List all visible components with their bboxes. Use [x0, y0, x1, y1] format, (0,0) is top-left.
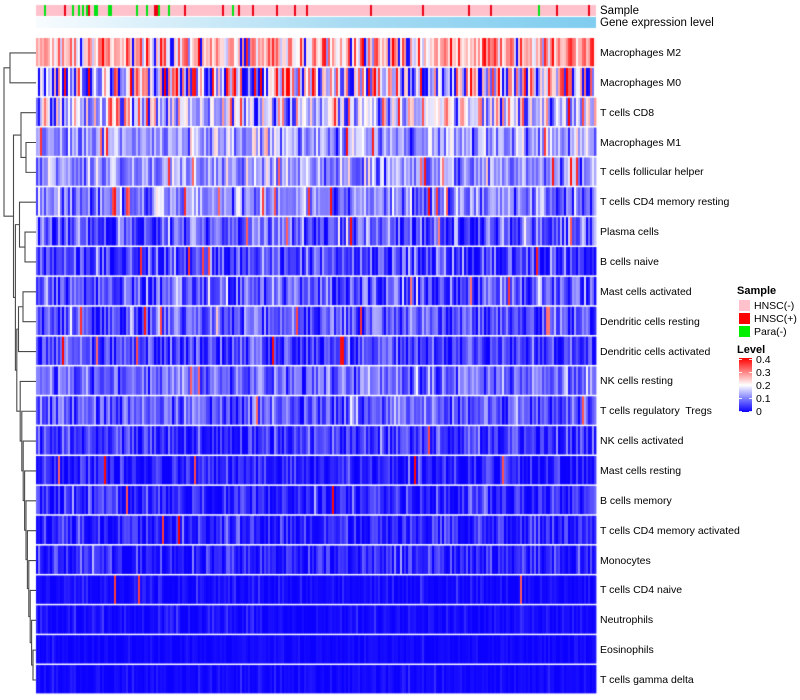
row-label: Macrophages M0: [600, 76, 682, 89]
legend-item-label: HNSC(-): [754, 299, 795, 312]
legend-sample-items: [737, 299, 799, 338]
row-label: B cells naive: [600, 255, 659, 268]
level-tick-dash: [739, 372, 742, 373]
level-tick-label: 0.1: [756, 392, 771, 405]
level-colorbar: [739, 358, 752, 412]
row-label: T cells regulatory Tregs: [600, 405, 712, 418]
legend-swatch: [739, 313, 750, 324]
row-label: Macrophages M2: [600, 46, 682, 59]
row-label: Neutrophils: [600, 614, 654, 627]
legend-item-label: Para(-): [754, 325, 787, 338]
legend-sample-title: Sample: [737, 285, 777, 297]
legend-level-title: Level: [737, 344, 766, 356]
row-label: T cells CD8: [600, 106, 655, 119]
legend-item: [737, 312, 799, 325]
legend-level-block: [737, 344, 799, 418]
row-label: T cells gamma delta: [600, 673, 694, 686]
level-tick-dash: [749, 372, 752, 373]
level-tick-label: 0: [756, 405, 762, 418]
level-tick-dash: [749, 385, 752, 386]
level-tick-label: 0.2: [756, 379, 771, 392]
row-label: Plasma cells: [600, 226, 659, 239]
row-label: NK cells resting: [600, 375, 673, 388]
level-tick-dash: [739, 411, 742, 412]
annotation-label-gene-expression: Gene expression level: [600, 17, 714, 29]
level-tick-dash: [749, 411, 752, 412]
level-tick-dash: [739, 398, 742, 399]
row-label: T cells follicular helper: [600, 166, 704, 179]
row-label: T cells CD4 memory resting: [600, 196, 730, 209]
row-label: Mast cells resting: [600, 464, 682, 477]
level-tick-label: 0.4: [756, 353, 771, 366]
level-tick-dash: [749, 359, 752, 360]
annotation-label-sample: Sample: [600, 5, 639, 17]
row-label: T cells CD4 memory activated: [600, 524, 740, 537]
row-label: Mast cells activated: [600, 285, 692, 298]
row-label: NK cells activated: [600, 435, 684, 448]
row-label: Dendritic cells activated: [600, 345, 711, 358]
legend-item-label: HNSC(+): [754, 312, 797, 325]
row-label: Eosinophils: [600, 644, 654, 657]
row-label: Monocytes: [600, 554, 651, 567]
legend-swatch: [739, 326, 750, 337]
level-tick-dash: [739, 385, 742, 386]
row-label: T cells CD4 naive: [600, 584, 683, 597]
row-label: Dendritic cells resting: [600, 315, 700, 328]
level-tick-dash: [739, 359, 742, 360]
legend-panel: [737, 285, 799, 418]
legend-item: [737, 299, 799, 312]
row-label: Macrophages M1: [600, 136, 682, 149]
level-tick-dash: [749, 398, 752, 399]
row-label: B cells memory: [600, 494, 672, 507]
legend-item: [737, 325, 799, 338]
legend-swatch: [739, 300, 750, 311]
level-tick-label: 0.3: [756, 366, 771, 379]
